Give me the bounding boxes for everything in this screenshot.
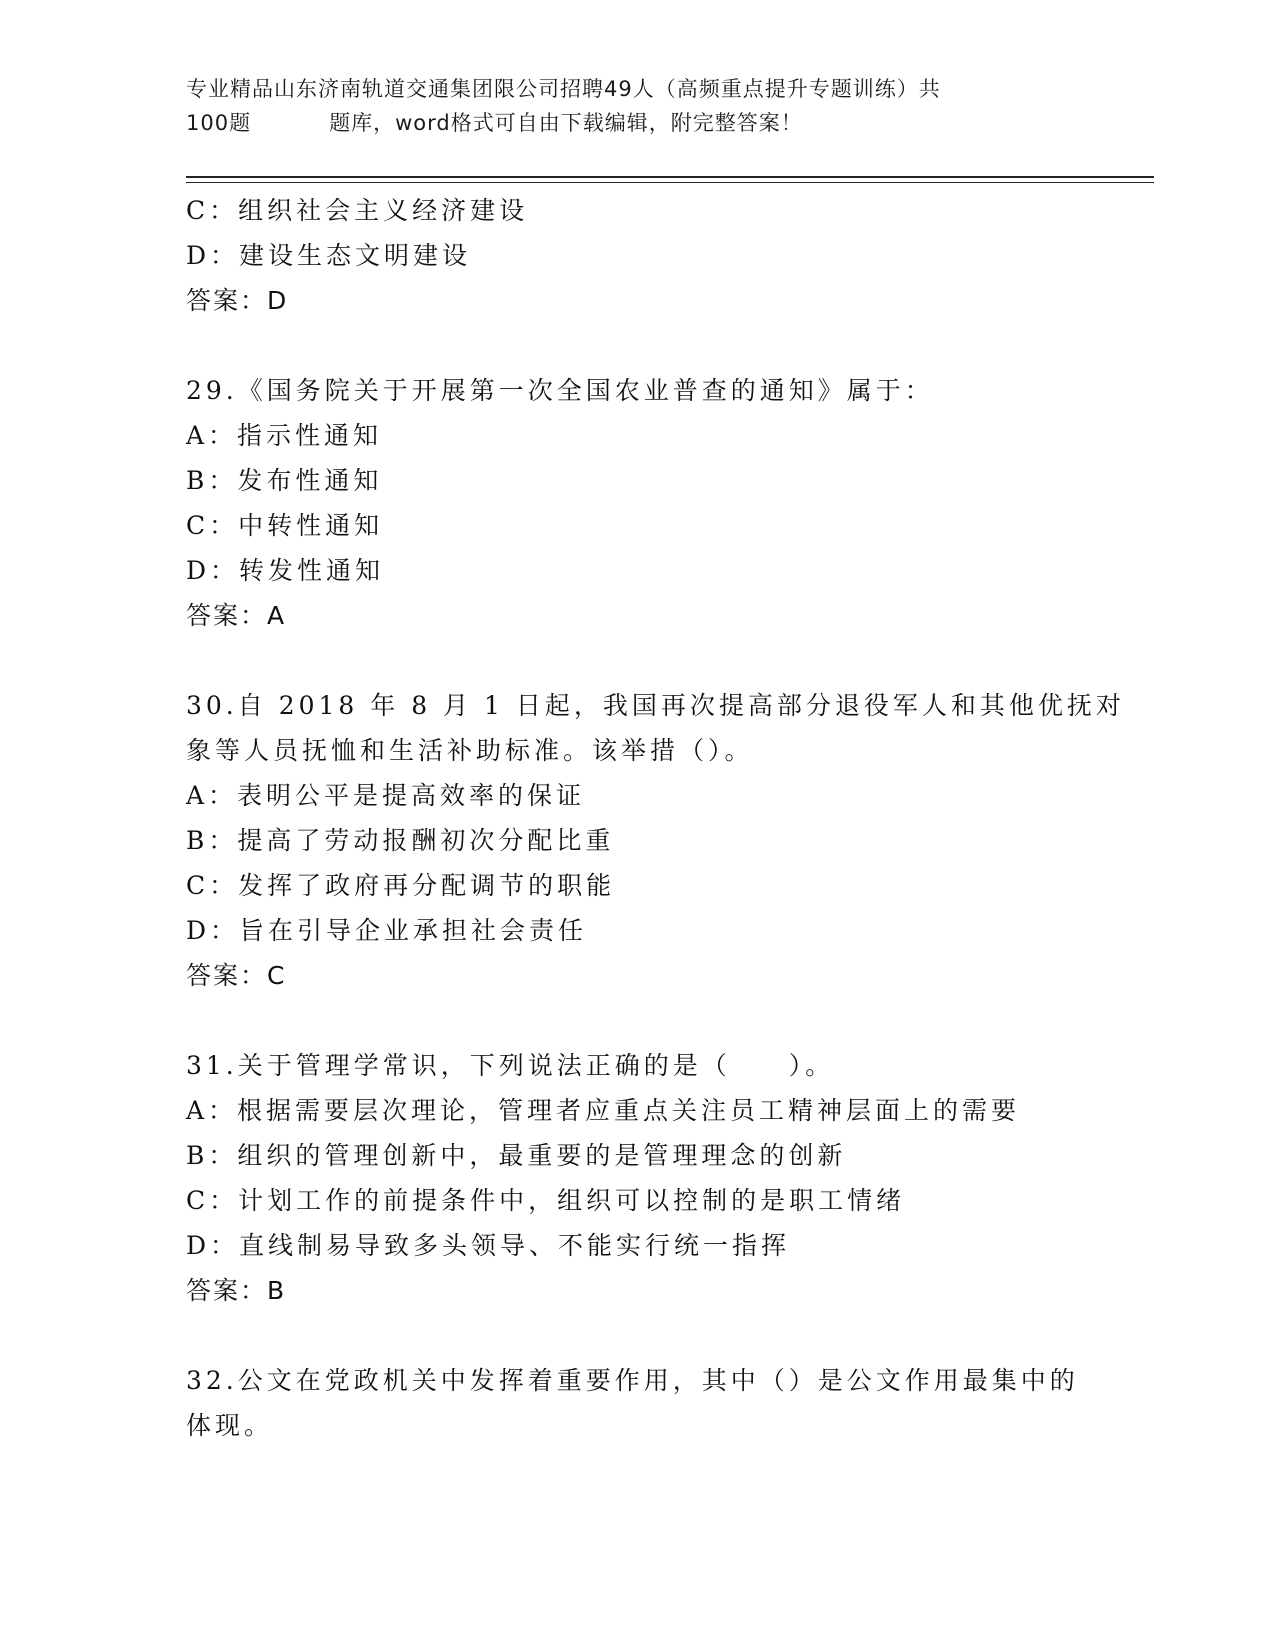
answer-line: 答案：D — [186, 286, 289, 315]
header-divider-thin — [186, 182, 1154, 183]
question-31 — [186, 1043, 1086, 1313]
option-b: B：组织的管理创新中，最重要的是管理理念的创新 — [186, 1141, 847, 1170]
option-c: C：发挥了政府再分配调节的职能 — [186, 871, 616, 900]
question-32 — [186, 1358, 1086, 1448]
option-b: B：发布性通知 — [186, 466, 383, 495]
question-stem-line1: 30.自 2018 年 8 月 1 日起，我国再次提高部分退役军人和其他优抚对 — [186, 691, 1125, 720]
answer-line: 答案：A — [186, 601, 287, 630]
option-d: D：旨在引导企业承担社会责任 — [186, 916, 588, 945]
answer-line: 答案：C — [186, 961, 287, 990]
option-a: A：指示性通知 — [186, 421, 383, 450]
option-a: A：表明公平是提高效率的保证 — [186, 781, 586, 810]
option-a: A：根据需要层次理论，管理者应重点关注员工精神层面上的需要 — [186, 1096, 1021, 1125]
question-stem-line2: 象等人员抚恤和生活补助标准。该举措（）。 — [186, 736, 754, 765]
question-stem: 29.《国务院关于开展第一次全国农业普查的通知》属于： — [186, 376, 934, 405]
header-title-line2 — [186, 106, 1066, 140]
option-c: C：计划工作的前提条件中，组织可以控制的是职工情绪 — [186, 1186, 906, 1215]
option-b: B：提高了劳动报酬初次分配比重 — [186, 826, 615, 855]
option-d: D：转发性通知 — [186, 556, 385, 585]
question-29 — [186, 368, 1086, 638]
header-count: 100题 — [186, 111, 252, 135]
header-description: 题库，word格式可自由下载编辑，附完整答案！ — [329, 111, 803, 135]
option-c: C：中转性通知 — [186, 511, 384, 540]
document-header — [186, 72, 1066, 140]
question-stem-line2: 体现。 — [186, 1411, 274, 1440]
question-list — [186, 188, 1125, 1448]
header-title-line1: 专业精品山东济南轨道交通集团限公司招聘49人（高频重点提升专题训练）共 — [186, 77, 941, 101]
question-30 — [186, 683, 1125, 998]
question-stem: 31.关于管理学常识，下列说法正确的是（ ）。 — [186, 1051, 835, 1080]
header-divider-thick — [186, 176, 1154, 178]
option-d: D：建设生态文明建设 — [186, 241, 472, 270]
option-c: C：组织社会主义经济建设 — [186, 196, 529, 225]
answer-line: 答案：B — [186, 1276, 287, 1305]
option-d: D：直线制易导致多头领导、不能实行统一指挥 — [186, 1231, 791, 1260]
question-28 — [186, 188, 1086, 323]
question-stem-line1: 32.公文在党政机关中发挥着重要作用，其中（）是公文作用最集中的 — [186, 1366, 1079, 1395]
